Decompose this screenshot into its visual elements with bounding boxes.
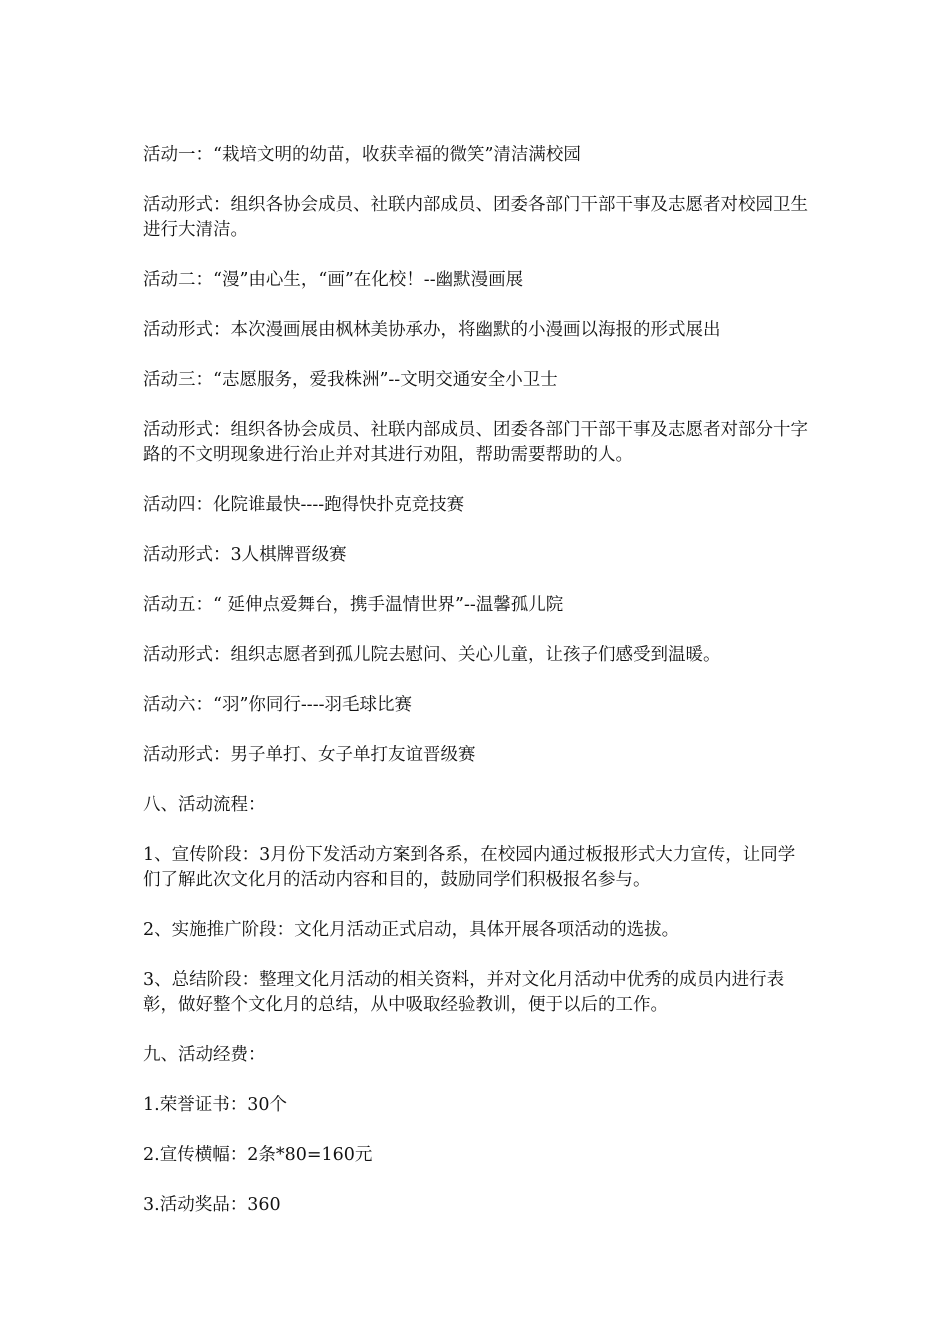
section-8-heading: 八、活动流程： bbox=[143, 795, 266, 815]
activity-1-format: 活动形式：组织各协会成员、社联内部成员、团委各部门干部干事及志愿者对校园卫生进行大清洁。 bbox=[143, 195, 808, 240]
activity-5-title: 活动五：“ 延伸点爱舞台，携手温情世界”--温馨孤儿院 bbox=[143, 595, 564, 615]
activity-4-title: 活动四：化院谁最快----跑得快扑克竞技赛 bbox=[143, 495, 465, 515]
process-step-1: 1、宣传阶段：3月份下发活动方案到各系，在校园内通过板报形式大力宣传，让同学们了解此次文化月的活动内容和目的，鼓励同学们积极报名参与。 bbox=[143, 845, 796, 890]
activity-2-title: 活动二：“漫”由心生，“画”在化校！--幽默漫画展 bbox=[143, 270, 524, 290]
activity-6-format: 活动形式：男子单打、女子单打友谊晋级赛 bbox=[143, 745, 476, 765]
process-step-2: 2、实施推广阶段：文化月活动正式启动，具体开展各项活动的选拔。 bbox=[143, 920, 680, 940]
activity-4-format: 活动形式：3人棋牌晋级赛 bbox=[143, 545, 347, 565]
activity-5-format: 活动形式：组织志愿者到孤儿院去慰问、关心儿童，让孩子们感受到温暖。 bbox=[143, 645, 721, 665]
section-9-heading: 九、活动经费： bbox=[143, 1045, 266, 1065]
budget-item-2: 2.宣传横幅：2条*80=160元 bbox=[143, 1145, 373, 1165]
activity-6-title: 活动六：“羽”你同行----羽毛球比赛 bbox=[143, 695, 413, 715]
budget-item-1: 1.荣誉证书：30个 bbox=[143, 1095, 287, 1115]
activity-3-format: 活动形式：组织各协会成员、社联内部成员、团委各部门干部干事及志愿者对部分十字路的不文明现象进行治止并对其进行劝阻，帮助需要帮助的人。 bbox=[143, 420, 808, 465]
budget-item-3: 3.活动奖品：360 bbox=[143, 1195, 281, 1215]
document-body bbox=[143, 143, 808, 1243]
process-step-3: 3、总结阶段：整理文化月活动的相关资料，并对文化月活动中优秀的成员内进行表彰，做好整个文化月的总结，从中吸取经验教训，便于以后的工作。 bbox=[143, 970, 785, 1015]
activity-3-title: 活动三：“志愿服务，爱我株洲”--文明交通安全小卫士 bbox=[143, 370, 558, 390]
activity-2-format: 活动形式：本次漫画展由枫林美协承办，将幽默的小漫画以海报的形式展出 bbox=[143, 320, 721, 340]
activity-1-title: 活动一：“栽培文明的幼苗，收获幸福的微笑”清洁满校园 bbox=[143, 145, 581, 165]
